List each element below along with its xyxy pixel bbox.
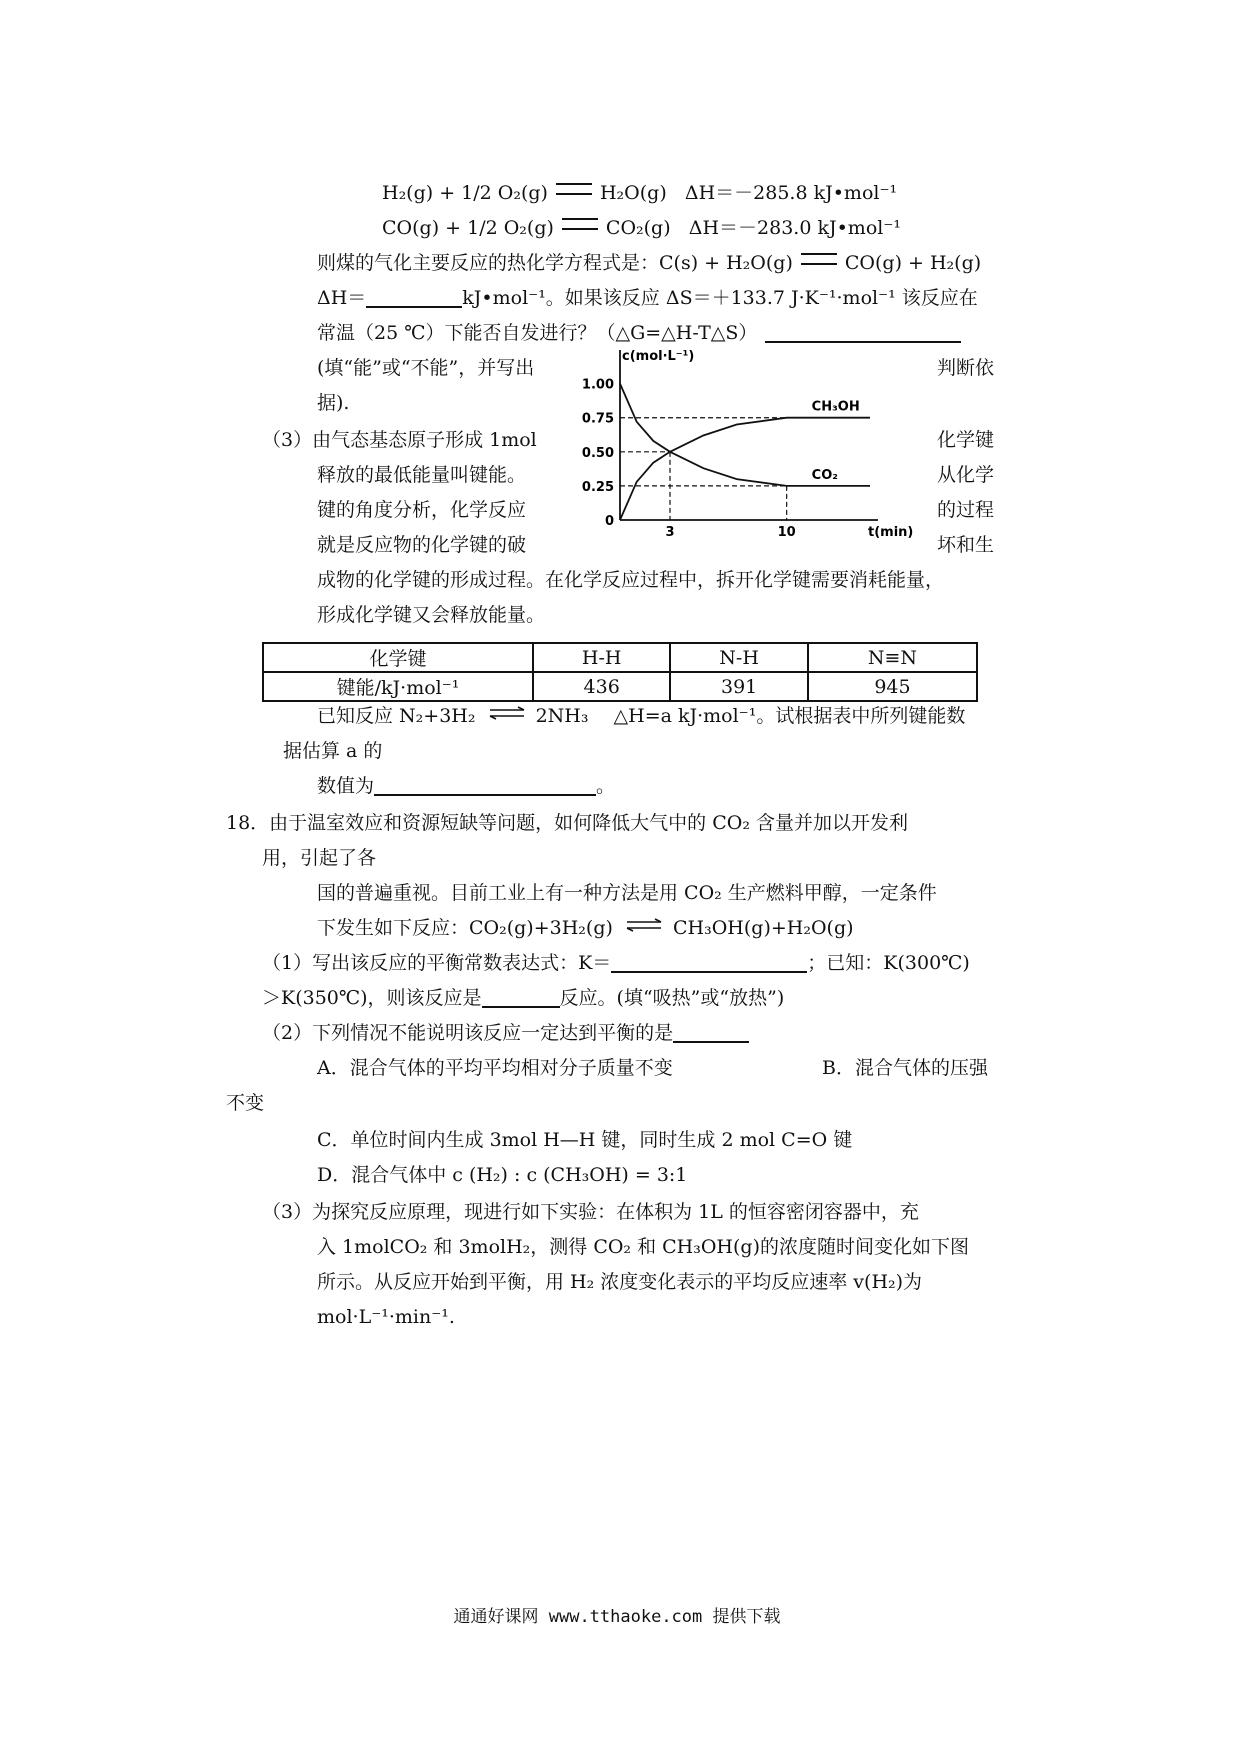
para3-line1b: 化学键	[937, 429, 995, 451]
para1-line3	[317, 320, 961, 346]
table-header-cell: H-H	[533, 643, 670, 672]
equilibrium-arrow-icon	[488, 707, 524, 719]
para1-line4b: 判断依	[937, 357, 995, 379]
x-tick-label: 3	[665, 525, 675, 540]
option-c: C．单位时间内生成 3mol H—H 键，同时生成 2 mol C=O 键	[317, 1129, 853, 1151]
series-label: CH₃OH	[811, 399, 860, 415]
para3-line5: 成物的化学键的形成过程。在化学反应过程中，拆开化学键需要消耗能量，	[317, 569, 945, 591]
option-a: A．混合气体的平均平均相对分子质量不变	[317, 1057, 673, 1079]
eq2-rhs: CO₂(g)	[605, 217, 671, 239]
q18-text: CH₃OH(g)+H₂O(g)	[673, 917, 854, 939]
y-tick-label: 0	[604, 514, 614, 529]
q18-line4	[317, 915, 854, 941]
table-row	[263, 672, 977, 701]
para1-line1	[317, 250, 981, 276]
equilibrium-arrow-icon	[625, 919, 661, 931]
para1-text: CO(g) + H₂(g)	[844, 252, 982, 274]
answer-blank[interactable]	[374, 774, 596, 796]
q18-part3-line2: 入 1molCO₂ 和 3molH₂，测得 CO₂ 和 CH₃OH(g)的浓度随时间变化如下图	[317, 1236, 969, 1258]
eq1-dh: ΔH＝－285.8 kJ•mol⁻¹	[684, 182, 898, 204]
para1-line5: 据).	[317, 392, 350, 414]
answer-blank[interactable]	[673, 1021, 749, 1043]
answer-blank[interactable]	[482, 986, 560, 1008]
para3-line3b: 的过程	[937, 499, 995, 521]
para4-text: 数值为	[317, 775, 375, 797]
para1-text: ΔH＝	[317, 287, 367, 309]
eq1-lhs: H₂(g) + 1/2 O₂(g)	[382, 182, 548, 204]
y-tick-label: 1.00	[581, 377, 614, 393]
para1-line2	[317, 285, 978, 311]
para1-text: 常温（25 ℃）下能否自发进行？（△G=△H-T△S）	[317, 322, 758, 344]
q18-line2: 用，引起了各	[262, 847, 377, 869]
table-cell: 436	[533, 672, 670, 701]
option-d: D．混合气体中 c (H₂) : c (CH₃OH) = 3:1	[317, 1164, 688, 1186]
para3-line6: 形成化学键又会释放能量。	[317, 604, 546, 626]
q18-part3-line3: 所示。从反应开始到平衡，用 H₂ 浓度变化表示的平均反应速率 v(H₂)为	[317, 1271, 923, 1293]
bond-energy-table	[262, 642, 978, 702]
q18-part3-line4: mol·L⁻¹·min⁻¹.	[317, 1306, 455, 1328]
para3-line2a: 释放的最低能量叫键能。	[317, 464, 527, 486]
q18-text: ＞K(350℃)，则该反应是	[262, 987, 482, 1009]
eq1-rhs: H₂O(g)	[599, 182, 667, 204]
para3-line1a: （3）由气态基态原子形成 1mol	[262, 429, 537, 451]
para1-text: kJ•mol⁻¹。如果该反应 ΔS＝＋133.7 J·K⁻¹·mol⁻¹ 该反应在	[462, 287, 978, 309]
para3-line2b: 从化学	[937, 464, 995, 486]
para1-line4a: (填“能”或“不能”，并写出	[317, 357, 535, 379]
q18-text: 下发生如下反应：CO₂(g)+3H₂(g)	[317, 917, 613, 939]
y-tick-label: 0.75	[581, 411, 614, 427]
q18-part3-line1: （3）为探究反应原理，现进行如下实验：在体积为 1L 的恒容密闭容器中，充	[262, 1201, 919, 1223]
para4-text: 。	[596, 775, 616, 797]
concentration-chart	[560, 348, 914, 540]
para4-line3	[317, 773, 615, 799]
page-footer: 通通好课网 www.tthaoke.com 提供下载	[453, 1607, 781, 1627]
table-header-row	[263, 643, 977, 672]
equals-arrow-icon	[556, 183, 592, 195]
q18-line1: 18．由于温室效应和资源短缺等问题，如何降低大气中的 CO₂ 含量并加以开发利	[226, 812, 908, 834]
q18-part1-line2	[262, 985, 784, 1011]
table-cell: 391	[670, 672, 808, 701]
para4-line1	[317, 703, 965, 729]
para3-line4a: 就是反应物的化学键的破	[317, 534, 527, 556]
y-tick-label: 0.50	[581, 445, 614, 461]
equation-1	[382, 180, 897, 206]
option-b-cont: 不变	[226, 1092, 265, 1114]
option-b: B．混合气体的压强	[822, 1057, 988, 1079]
q18-part1-line1	[262, 950, 970, 976]
table-header-cell: N≡N	[808, 643, 977, 672]
answer-blank[interactable]	[765, 321, 961, 343]
table-header-cell: 化学键	[263, 643, 533, 672]
table-cell: 945	[808, 672, 977, 701]
q18-text: 反应。(填“吸热”或“放热”)	[559, 987, 785, 1009]
table-row-label: 键能/kJ·mol⁻¹	[263, 672, 533, 701]
eq2-dh: ΔH＝－283.0 kJ•mol⁻¹	[688, 217, 901, 239]
answer-blank[interactable]	[611, 951, 807, 973]
para3-line3a: 键的角度分析，化学反应	[317, 499, 527, 521]
para4-text: 已知反应 N₂+3H₂	[317, 705, 476, 727]
para4-line2: 据估算 a 的	[283, 740, 383, 762]
x-tick-label: 10	[777, 525, 796, 540]
q18-text: （2）下列情况不能说明该反应一定达到平衡的是	[262, 1022, 674, 1044]
y-axis-label: c(mol·L⁻¹)	[622, 349, 695, 364]
q18-part2	[262, 1020, 749, 1046]
equation-2	[382, 215, 901, 241]
q18-text: （1）写出该反应的平衡常数表达式：K＝	[262, 952, 612, 974]
y-tick-label: 0.25	[581, 479, 614, 495]
series-label: CO₂	[811, 467, 838, 483]
x-axis-label: t(min)	[868, 525, 914, 540]
equals-arrow-icon	[562, 218, 598, 230]
q18-line3: 国的普遍重视。目前工业上有一种方法是用 CO₂ 生产燃料甲醇，一定条件	[317, 882, 937, 904]
eq2-lhs: CO(g) + 1/2 O₂(g)	[382, 217, 554, 239]
table-header-cell: N-H	[670, 643, 808, 672]
answer-blank[interactable]	[366, 286, 462, 308]
equals-arrow-icon	[801, 253, 837, 265]
para1-text: 则煤的气化主要反应的热化学方程式是：C(s) + H₂O(g)	[317, 252, 793, 274]
q18-text: ；已知：K(300℃)	[807, 952, 970, 974]
para4-text: 2NH₃ △H=a kJ·mol⁻¹。试根据表中所列键能数	[535, 705, 966, 727]
para3-line4b: 坏和生	[937, 534, 995, 556]
